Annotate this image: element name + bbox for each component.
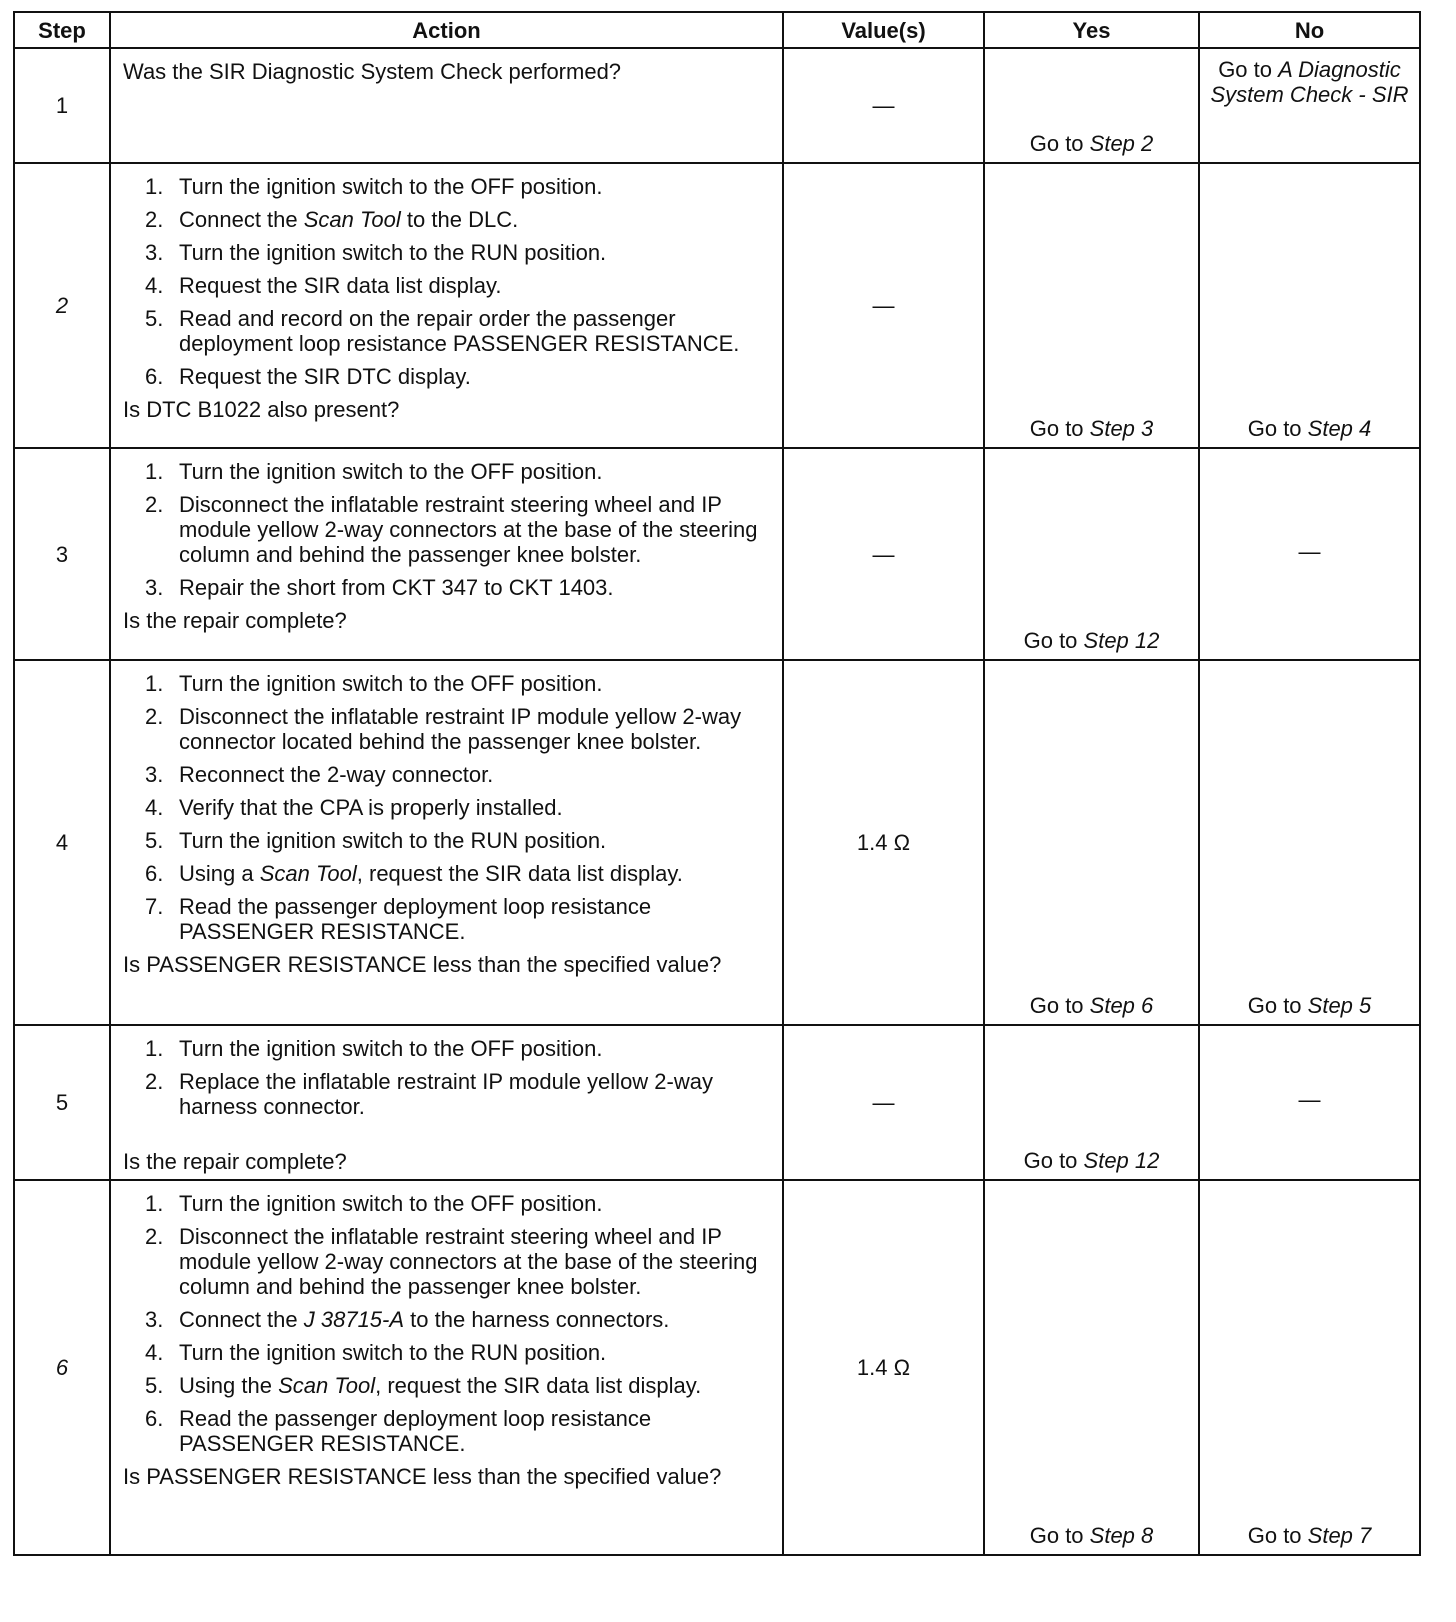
instruction-text: , request the SIR data list display. (375, 1373, 702, 1398)
spec-value: 1.4 Ω (856, 830, 911, 855)
instruction-item (123, 1340, 774, 1365)
instruction-text: Turn the ignition switch to the OFF position. (179, 459, 603, 484)
action-cell (110, 660, 783, 1025)
instruction-text: Using a (179, 861, 260, 886)
step-number: 6 (14, 1180, 110, 1555)
instruction-number: 5. (145, 306, 164, 331)
instruction-item (123, 459, 774, 484)
instruction-number: 1. (145, 1191, 164, 1216)
instruction-list (123, 1036, 774, 1119)
instruction-item (123, 364, 774, 389)
instruction-text: Turn the ignition switch to the OFF position. (179, 174, 603, 199)
yes-goto-prefix: Go to (1023, 1148, 1084, 1173)
yes-goto-target: Step 6 (1089, 993, 1154, 1018)
instruction-number: 6. (145, 861, 164, 886)
instruction-number: 4. (145, 795, 164, 820)
dash-mark: — (872, 293, 895, 318)
value-cell (783, 1180, 984, 1555)
instruction-item (123, 575, 774, 600)
spec-value: 1.4 Ω (856, 1355, 911, 1380)
action-cell (110, 163, 783, 448)
dash-mark: — (872, 541, 895, 567)
yes-goto-target: Step 2 (1089, 131, 1154, 156)
yes-cell (984, 1180, 1199, 1555)
yes-goto-prefix: Go to (1029, 131, 1090, 156)
no-cell (1199, 1025, 1420, 1180)
value-cell (783, 660, 984, 1025)
instruction-text: Repair the short from CKT 347 to CKT 1403. (179, 575, 614, 600)
diagnostic-table (13, 11, 1421, 1556)
instruction-item (123, 240, 774, 265)
header-action: Action (110, 12, 783, 48)
instruction-number: 2. (145, 1069, 164, 1094)
instruction-item (123, 174, 774, 199)
question: Is DTC B1022 also present? (123, 397, 400, 422)
instruction-number: 2. (145, 704, 164, 729)
no-cell (1199, 163, 1420, 448)
no-goto-prefix: Go to (1247, 1523, 1308, 1548)
value-cell (783, 163, 984, 448)
step-number: 4 (14, 660, 110, 1025)
instruction-text: Request the SIR data list display. (179, 273, 502, 298)
instruction-number: 2. (145, 207, 164, 232)
spacer (123, 1127, 774, 1149)
action-cell (110, 448, 783, 660)
instruction-item (123, 894, 774, 944)
instruction-item (123, 1036, 774, 1061)
question: Is PASSENGER RESISTANCE less than the specified value? (123, 1464, 722, 1489)
instruction-item (123, 1224, 774, 1299)
instruction-text: Connect the (179, 207, 304, 232)
instruction-text: Using the (179, 1373, 279, 1398)
no-goto-target: Step 7 (1307, 1523, 1372, 1548)
header-values: Value(s) (783, 12, 984, 48)
no-cell (1199, 48, 1420, 163)
instruction-number: 7. (145, 894, 164, 919)
instruction-item (123, 273, 774, 298)
no-goto-target: A Diagnostic System Check - SIR (1210, 57, 1409, 107)
step-number: 1 (14, 48, 110, 163)
instruction-text: Turn the ignition switch to the RUN position. (179, 828, 607, 853)
value-cell (783, 48, 984, 163)
question: Is PASSENGER RESISTANCE less than the specified value? (123, 952, 722, 977)
instruction-text: Verify that the CPA is properly installed. (179, 795, 563, 820)
instruction-list (123, 671, 774, 944)
no-goto-prefix: Go to (1247, 416, 1308, 441)
action-cell (110, 1180, 783, 1555)
instruction-item (123, 828, 774, 853)
instruction-text: Connect the (179, 1307, 304, 1332)
instruction-text: to the harness connectors. (404, 1307, 670, 1332)
instruction-number: 6. (145, 1406, 164, 1431)
yes-cell (984, 48, 1199, 163)
instruction-text: Read the passenger deployment loop resistance PASSENGER RESISTANCE. (179, 894, 652, 944)
action-cell (110, 1025, 783, 1180)
question: Is the repair complete? (123, 608, 347, 633)
dash-mark: — (1298, 1087, 1321, 1112)
no-cell (1199, 660, 1420, 1025)
tool-name: Scan Tool (259, 861, 357, 886)
instruction-text: Disconnect the inflatable restraint steering wheel and IP module yellow 2-way connectors at the base of the steering column and behind the passenger knee bolster. (179, 492, 758, 567)
instruction-item (123, 306, 774, 356)
instruction-item (123, 704, 774, 754)
yes-goto-target: Step 12 (1083, 1148, 1160, 1173)
instruction-item (123, 671, 774, 696)
instruction-number: 6. (145, 364, 164, 389)
step-number: 2 (14, 163, 110, 448)
header-no: No (1199, 12, 1420, 48)
instruction-number: 1. (145, 671, 164, 696)
value-cell (783, 1025, 984, 1180)
instruction-number: 5. (145, 828, 164, 853)
yes-goto-target: Step 3 (1089, 416, 1154, 441)
instruction-number: 1. (145, 459, 164, 484)
dash-mark: — (872, 93, 895, 118)
instruction-number: 4. (145, 273, 164, 298)
instruction-number: 2. (145, 492, 164, 517)
instruction-item (123, 1191, 774, 1216)
instruction-number: 3. (145, 575, 164, 600)
no-cell (1199, 1180, 1420, 1555)
instruction-text: Turn the ignition switch to the OFF position. (179, 1191, 603, 1216)
instruction-number: 5. (145, 1373, 164, 1398)
instruction-number: 3. (145, 1307, 164, 1332)
tool-name: J 38715-A (303, 1307, 405, 1332)
dash-mark: — (1298, 538, 1321, 564)
instruction-text: Turn the ignition switch to the OFF position. (179, 671, 603, 696)
yes-goto-prefix: Go to (1029, 993, 1090, 1018)
yes-goto-target: Step 8 (1089, 1523, 1154, 1548)
instruction-text: Replace the inflatable restraint IP module yellow 2-way harness connector. (179, 1069, 713, 1119)
step-number: 5 (14, 1025, 110, 1180)
instruction-item (123, 1307, 774, 1332)
header-row (14, 12, 1420, 48)
question: Was the SIR Diagnostic System Check performed? (123, 59, 622, 84)
instruction-number: 1. (145, 1036, 164, 1061)
instruction-item (123, 795, 774, 820)
instruction-number: 1. (145, 174, 164, 199)
instruction-item (123, 762, 774, 787)
instruction-item (123, 207, 774, 232)
instruction-number: 4. (145, 1340, 164, 1365)
yes-cell (984, 660, 1199, 1025)
yes-cell (984, 448, 1199, 660)
instruction-text: Disconnect the inflatable restraint steering wheel and IP module yellow 2-way connectors at the base of the steering column and behind the passenger knee bolster. (179, 1224, 758, 1299)
table-row (14, 163, 1420, 448)
action-cell (110, 48, 783, 163)
instruction-list (123, 459, 774, 600)
instruction-number: 2. (145, 1224, 164, 1249)
instruction-text: Turn the ignition switch to the OFF position. (179, 1036, 603, 1061)
table-row (14, 660, 1420, 1025)
instruction-item (123, 1373, 774, 1398)
instruction-text: Read and record on the repair order the passenger deployment loop resistance PASSENGER RESISTANCE. (179, 306, 740, 356)
tool-name: Scan Tool (278, 1373, 376, 1398)
yes-goto-prefix: Go to (1029, 416, 1090, 441)
instruction-number: 3. (145, 240, 164, 265)
yes-cell (984, 1025, 1199, 1180)
instruction-list (123, 174, 774, 389)
instruction-item (123, 861, 774, 886)
no-goto-prefix: Go to (1218, 57, 1279, 82)
question: Is the repair complete? (123, 1149, 347, 1174)
tool-name: Scan Tool (303, 207, 401, 232)
yes-goto-prefix: Go to (1023, 628, 1084, 653)
instruction-text: Request the SIR DTC display. (179, 364, 471, 389)
instruction-number: 3. (145, 762, 164, 787)
no-goto-target: Step 5 (1307, 993, 1372, 1018)
table-row (14, 448, 1420, 660)
header-yes: Yes (984, 12, 1199, 48)
step-number: 3 (14, 448, 110, 660)
instruction-list (123, 1191, 774, 1456)
instruction-text: , request the SIR data list display. (356, 861, 683, 886)
no-cell (1199, 448, 1420, 660)
yes-goto-prefix: Go to (1029, 1523, 1090, 1548)
instruction-text: to the DLC. (400, 207, 519, 232)
value-cell (783, 448, 984, 660)
instruction-text: Turn the ignition switch to the RUN position. (179, 240, 607, 265)
instruction-item (123, 1069, 774, 1119)
table-row (14, 48, 1420, 163)
header-step: Step (14, 12, 110, 48)
table-row (14, 1180, 1420, 1555)
instruction-text: Disconnect the inflatable restraint IP module yellow 2-way connector located behind the passenger knee bolster. (179, 704, 742, 754)
dash-mark: — (872, 1090, 895, 1115)
instruction-text: Turn the ignition switch to the RUN position. (179, 1340, 607, 1365)
instruction-item (123, 1406, 774, 1456)
instruction-text: Read the passenger deployment loop resistance PASSENGER RESISTANCE. (179, 1406, 652, 1456)
no-goto-prefix: Go to (1247, 993, 1308, 1018)
instruction-text: Reconnect the 2-way connector. (179, 762, 494, 787)
yes-goto-target: Step 12 (1083, 628, 1160, 653)
yes-cell (984, 163, 1199, 448)
instruction-item (123, 492, 774, 567)
no-goto-target: Step 4 (1307, 416, 1372, 441)
table-row (14, 1025, 1420, 1180)
